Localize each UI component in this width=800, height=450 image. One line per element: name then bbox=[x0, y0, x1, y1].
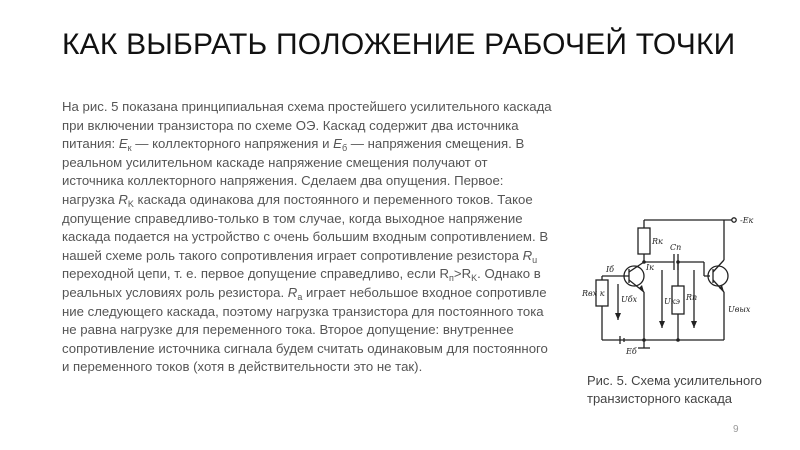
label-ik: Iк bbox=[646, 263, 654, 272]
label-ek: -Eк bbox=[740, 216, 754, 225]
ra-symbol: R bbox=[287, 284, 298, 300]
label-ib: Iб bbox=[606, 265, 615, 274]
ru-subscript: u bbox=[532, 254, 538, 265]
ra-subscript: a bbox=[297, 291, 303, 302]
body-text-3: — напряжения смещения. В реальном усилительном каскаде напряжение смещения получают от источника коллекторного напряжения. Сделаем два опущения. Первое: нагрузка bbox=[62, 136, 525, 207]
rk2-subscript: K bbox=[471, 273, 478, 284]
page-number: 9 bbox=[733, 424, 739, 435]
body-text-6: >R bbox=[453, 266, 472, 282]
body-text-1: На рис. 5 показана принципиальная схема простейшего усилительного каскада при включении транзистора по схеме ОЭ. Каскад содержит два источника питания: bbox=[62, 99, 552, 152]
eb-subscript: б bbox=[341, 143, 348, 154]
body-text-8: играет небольшое входное сопротивле ние следующего каскада, поэтому нагрузка транзистора для постоянного тока не равна нагрузке для переменного тока. Второе допущение: внутреннее сопротивление источника сигнала будем считать одинаковым для постоянного и переменного токов (хотя в действительности это не так). bbox=[62, 284, 548, 375]
label-rp: Rп bbox=[686, 293, 698, 302]
label-uvyh: Uвых bbox=[728, 305, 751, 314]
slide-title: КАК ВЫБРАТЬ ПОЛОЖЕНИЕ РАБОЧЕЙ ТОЧКИ bbox=[62, 28, 736, 61]
body-text-7: . Однако в реальных условиях роль резистора. bbox=[62, 266, 541, 300]
amplifier-circuit-diagram bbox=[582, 200, 778, 358]
body-text-5: переходной цепи, т. е. первое допущение справедливо, если R bbox=[62, 266, 450, 282]
rk-subscript: K bbox=[127, 198, 134, 209]
rk-symbol: R bbox=[118, 191, 128, 207]
body-text-4: каскада одинакова для постоянного и переменного токов. Такое допущение справедливо-только в том случае, когда выходное напряжение каскада подается на устройство с очень большим входным сопротивлением. В нашей схеме роль такого сопротивления играет сопротивление резистора bbox=[62, 191, 549, 263]
label-rk: Rк bbox=[652, 237, 663, 246]
label-ubx: Uбх bbox=[621, 295, 638, 304]
label-eb: Eб bbox=[626, 347, 637, 356]
eb-symbol: E bbox=[333, 136, 342, 152]
label-rvhk: Rвх к bbox=[582, 289, 605, 298]
label-ukz: Uкэ bbox=[664, 297, 680, 306]
ek-symbol: E bbox=[118, 136, 128, 152]
ru-symbol: R bbox=[522, 247, 533, 263]
rn-subscript: п bbox=[449, 273, 454, 284]
body-text-2: — коллекторного напряжения и bbox=[131, 136, 334, 152]
ek-subscript: к bbox=[127, 143, 132, 154]
figure-caption: Рис. 5. Схема усилительного транзисторного каскада bbox=[587, 373, 762, 406]
label-cp: Cп bbox=[670, 243, 682, 252]
body-paragraph bbox=[62, 98, 552, 377]
